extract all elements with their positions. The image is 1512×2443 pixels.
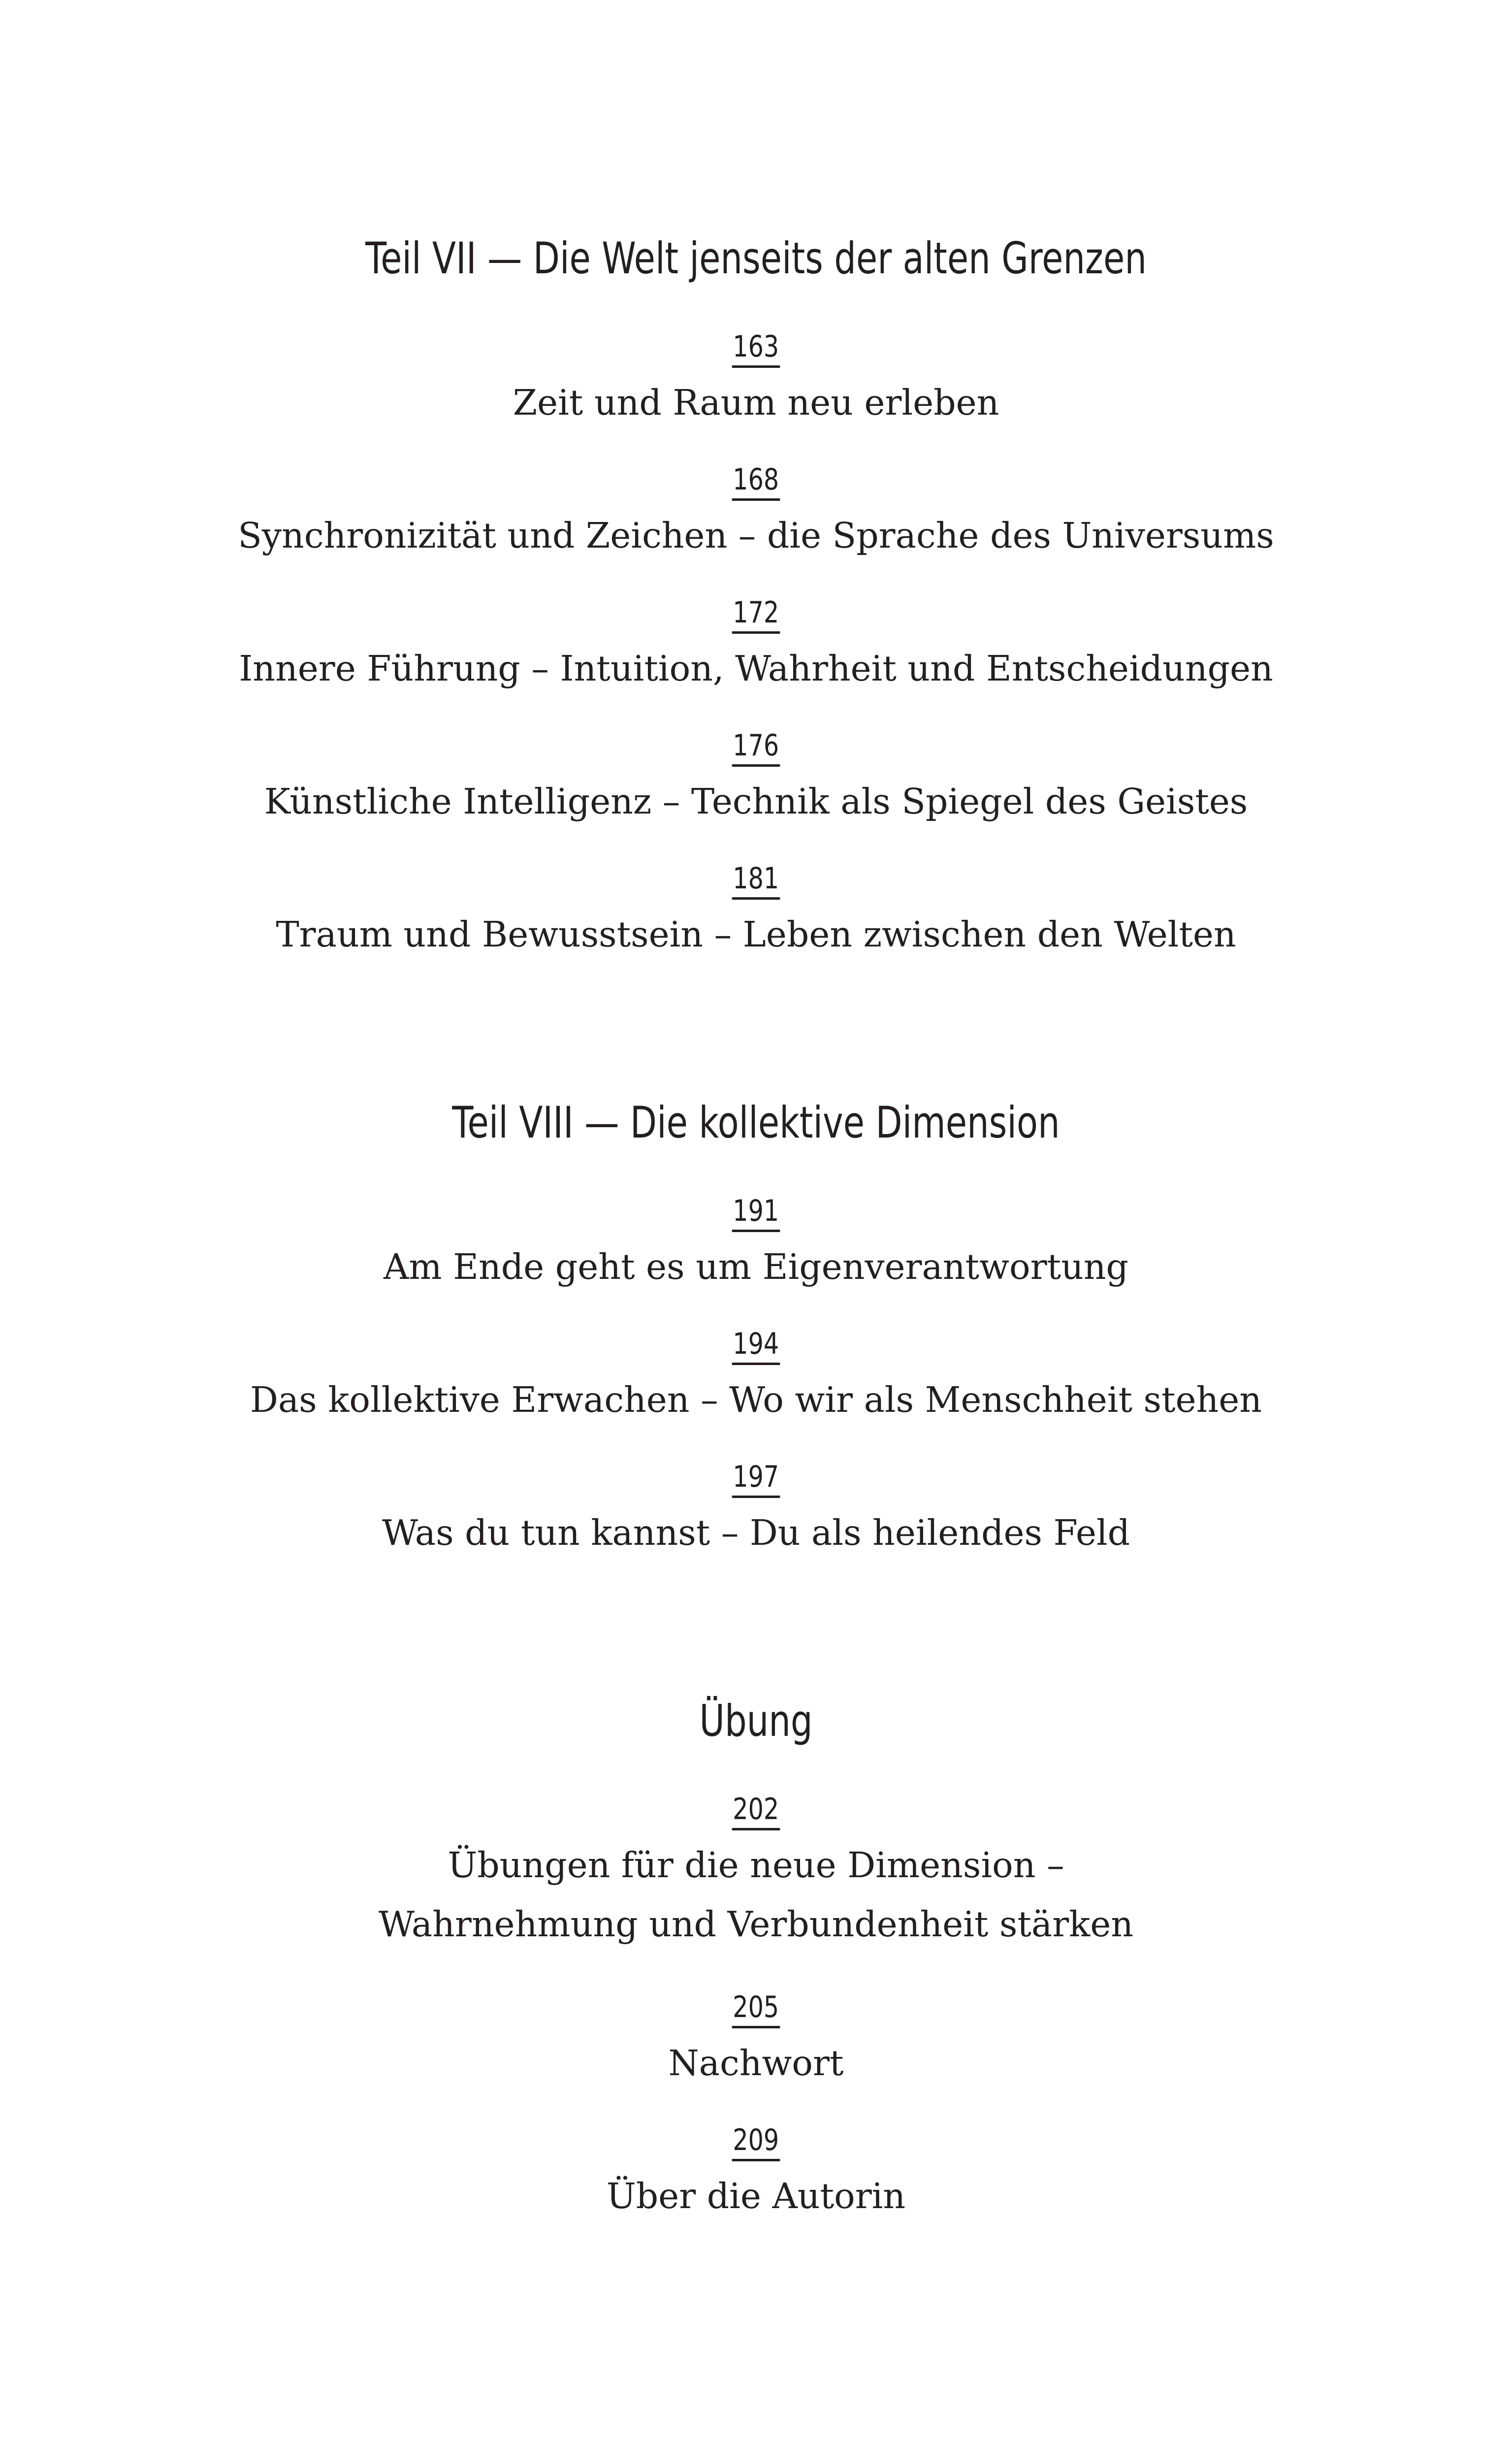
toc-page-number: 163 (0, 329, 1512, 368)
toc-entry-title[interactable]: Synchronizität und Zeichen – die Sprache des Universums (238, 515, 1274, 556)
toc-entry-title[interactable]: Zeit und Raum neu erleben (513, 382, 999, 423)
toc-page-number: 172 (0, 595, 1512, 634)
toc-page-number: 205 (0, 1989, 1512, 2029)
part-heading-uebung: Übung (699, 1695, 813, 1746)
toc-entry-title[interactable]: Nachwort (668, 2043, 844, 2084)
part-heading-teil-viii: Teil VIII — Die kollektive Dimension (452, 1097, 1060, 1148)
toc-entry-title[interactable]: Künstliche Intelligenz – Technik als Spiegel des Geistes (264, 781, 1248, 822)
toc-entry-title[interactable]: Das kollektive Erwachen – Wo wir als Menschheit stehen (250, 1379, 1262, 1420)
toc-page-number: 181 (0, 861, 1512, 900)
toc-entry-title[interactable]: Über die Autorin (606, 2176, 906, 2216)
toc-page-number: 202 (0, 1792, 1512, 1831)
part-heading-teil-vii: Teil VII — Die Welt jenseits der alten Grenzen (365, 233, 1147, 284)
toc-entry-title[interactable]: Innere Führung – Intuition, Wahrheit und Entscheidungen (239, 648, 1273, 689)
toc-page-number: 209 (0, 2122, 1512, 2162)
toc-page-number: 197 (0, 1459, 1512, 1498)
toc-page-number: 176 (0, 728, 1512, 767)
toc-entry-title[interactable]: Traum und Bewusstsein – Leben zwischen den Welten (276, 914, 1236, 955)
toc-entry-title-line-1[interactable]: Übungen für die neue Dimension – (448, 1845, 1064, 1886)
toc-page-number: 191 (0, 1193, 1512, 1233)
toc-entry-title[interactable]: Was du tun kannst – Du als heilendes Feld (382, 1512, 1130, 1553)
toc-page-number: 194 (0, 1326, 1512, 1366)
toc-page-number: 168 (0, 462, 1512, 501)
toc-entry-title-line-2[interactable]: Wahrnehmung und Verbundenheit stärken (379, 1904, 1133, 1945)
toc-entry-title[interactable]: Am Ende geht es um Eigenverantwortung (384, 1246, 1128, 1287)
